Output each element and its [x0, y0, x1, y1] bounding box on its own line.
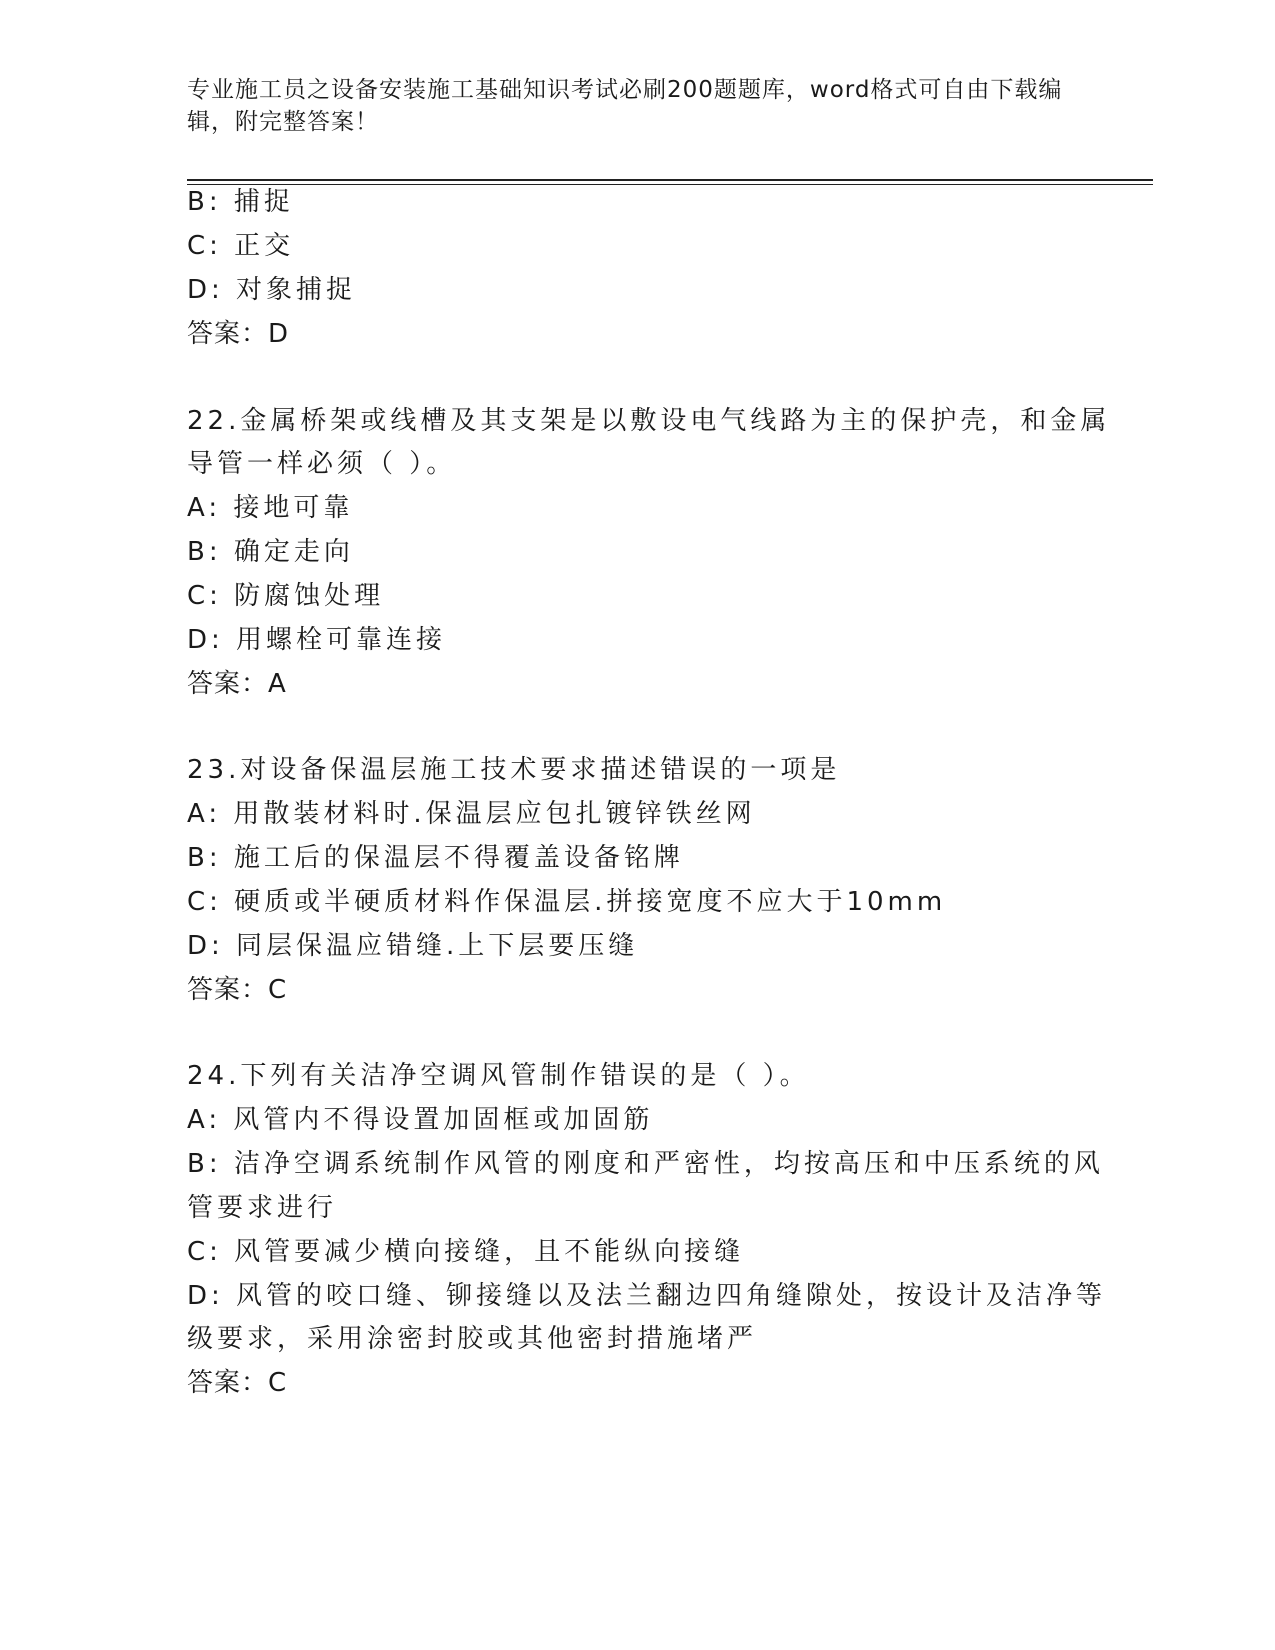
option-c: C: 正交	[187, 231, 295, 261]
option-b: B: 捕捉	[187, 187, 294, 217]
option-c: C: 风管要减少横向接缝，且不能纵向接缝	[187, 1237, 745, 1267]
answer: 答案：A	[187, 669, 287, 699]
answer: 答案：C	[187, 1368, 288, 1398]
answer: 答案：D	[187, 319, 290, 349]
option-b: B: 施工后的保温层不得覆盖设备铭牌	[187, 843, 684, 873]
option-b: B: 洁净空调系统制作风管的刚度和严密性，均按高压和中压系统的风	[187, 1149, 1104, 1179]
option-c: C: 防腐蚀处理	[187, 581, 385, 611]
question-stem: 23.对设备保温层施工技术要求描述错误的一项是	[187, 755, 841, 785]
option-d: D: 对象捕捉	[187, 275, 357, 305]
option-d: D: 风管的咬口缝、铆接缝以及法兰翻边四角缝隙处，按设计及洁净等	[187, 1281, 1107, 1311]
header-divider-thin	[187, 184, 1153, 185]
question-stem: 导管一样必须（ ）。	[187, 449, 457, 479]
option-d: D: 用螺栓可靠连接	[187, 625, 447, 655]
option-d: D: 同层保温应错缝.上下层要压缝	[187, 931, 639, 961]
option-c: C: 硬质或半硬质材料作保温层.拼接宽度不应大于10mm	[187, 887, 947, 917]
answer: 答案：C	[187, 975, 288, 1005]
option-a: A: 风管内不得设置加固框或加固筋	[187, 1105, 654, 1135]
option-d-continued: 级要求，采用涂密封胶或其他密封措施堵严	[187, 1324, 758, 1354]
question-stem: 22.金属桥架或线槽及其支架是以敷设电气线路为主的保护壳，和金属	[187, 406, 1111, 436]
option-a: A: 用散装材料时.保温层应包扎镀锌铁丝网	[187, 799, 756, 829]
option-b: B: 确定走向	[187, 537, 354, 567]
page-header: 专业施工员之设备安装施工基础知识考试必刷200题题库，word格式可自由下载编辑，附完整答案！	[187, 77, 1063, 135]
question-stem: 24.下列有关洁净空调风管制作错误的是（ ）。	[187, 1061, 810, 1091]
option-b-continued: 管要求进行	[187, 1193, 338, 1223]
header-divider-thick	[187, 179, 1153, 181]
option-a: A: 接地可靠	[187, 493, 354, 523]
